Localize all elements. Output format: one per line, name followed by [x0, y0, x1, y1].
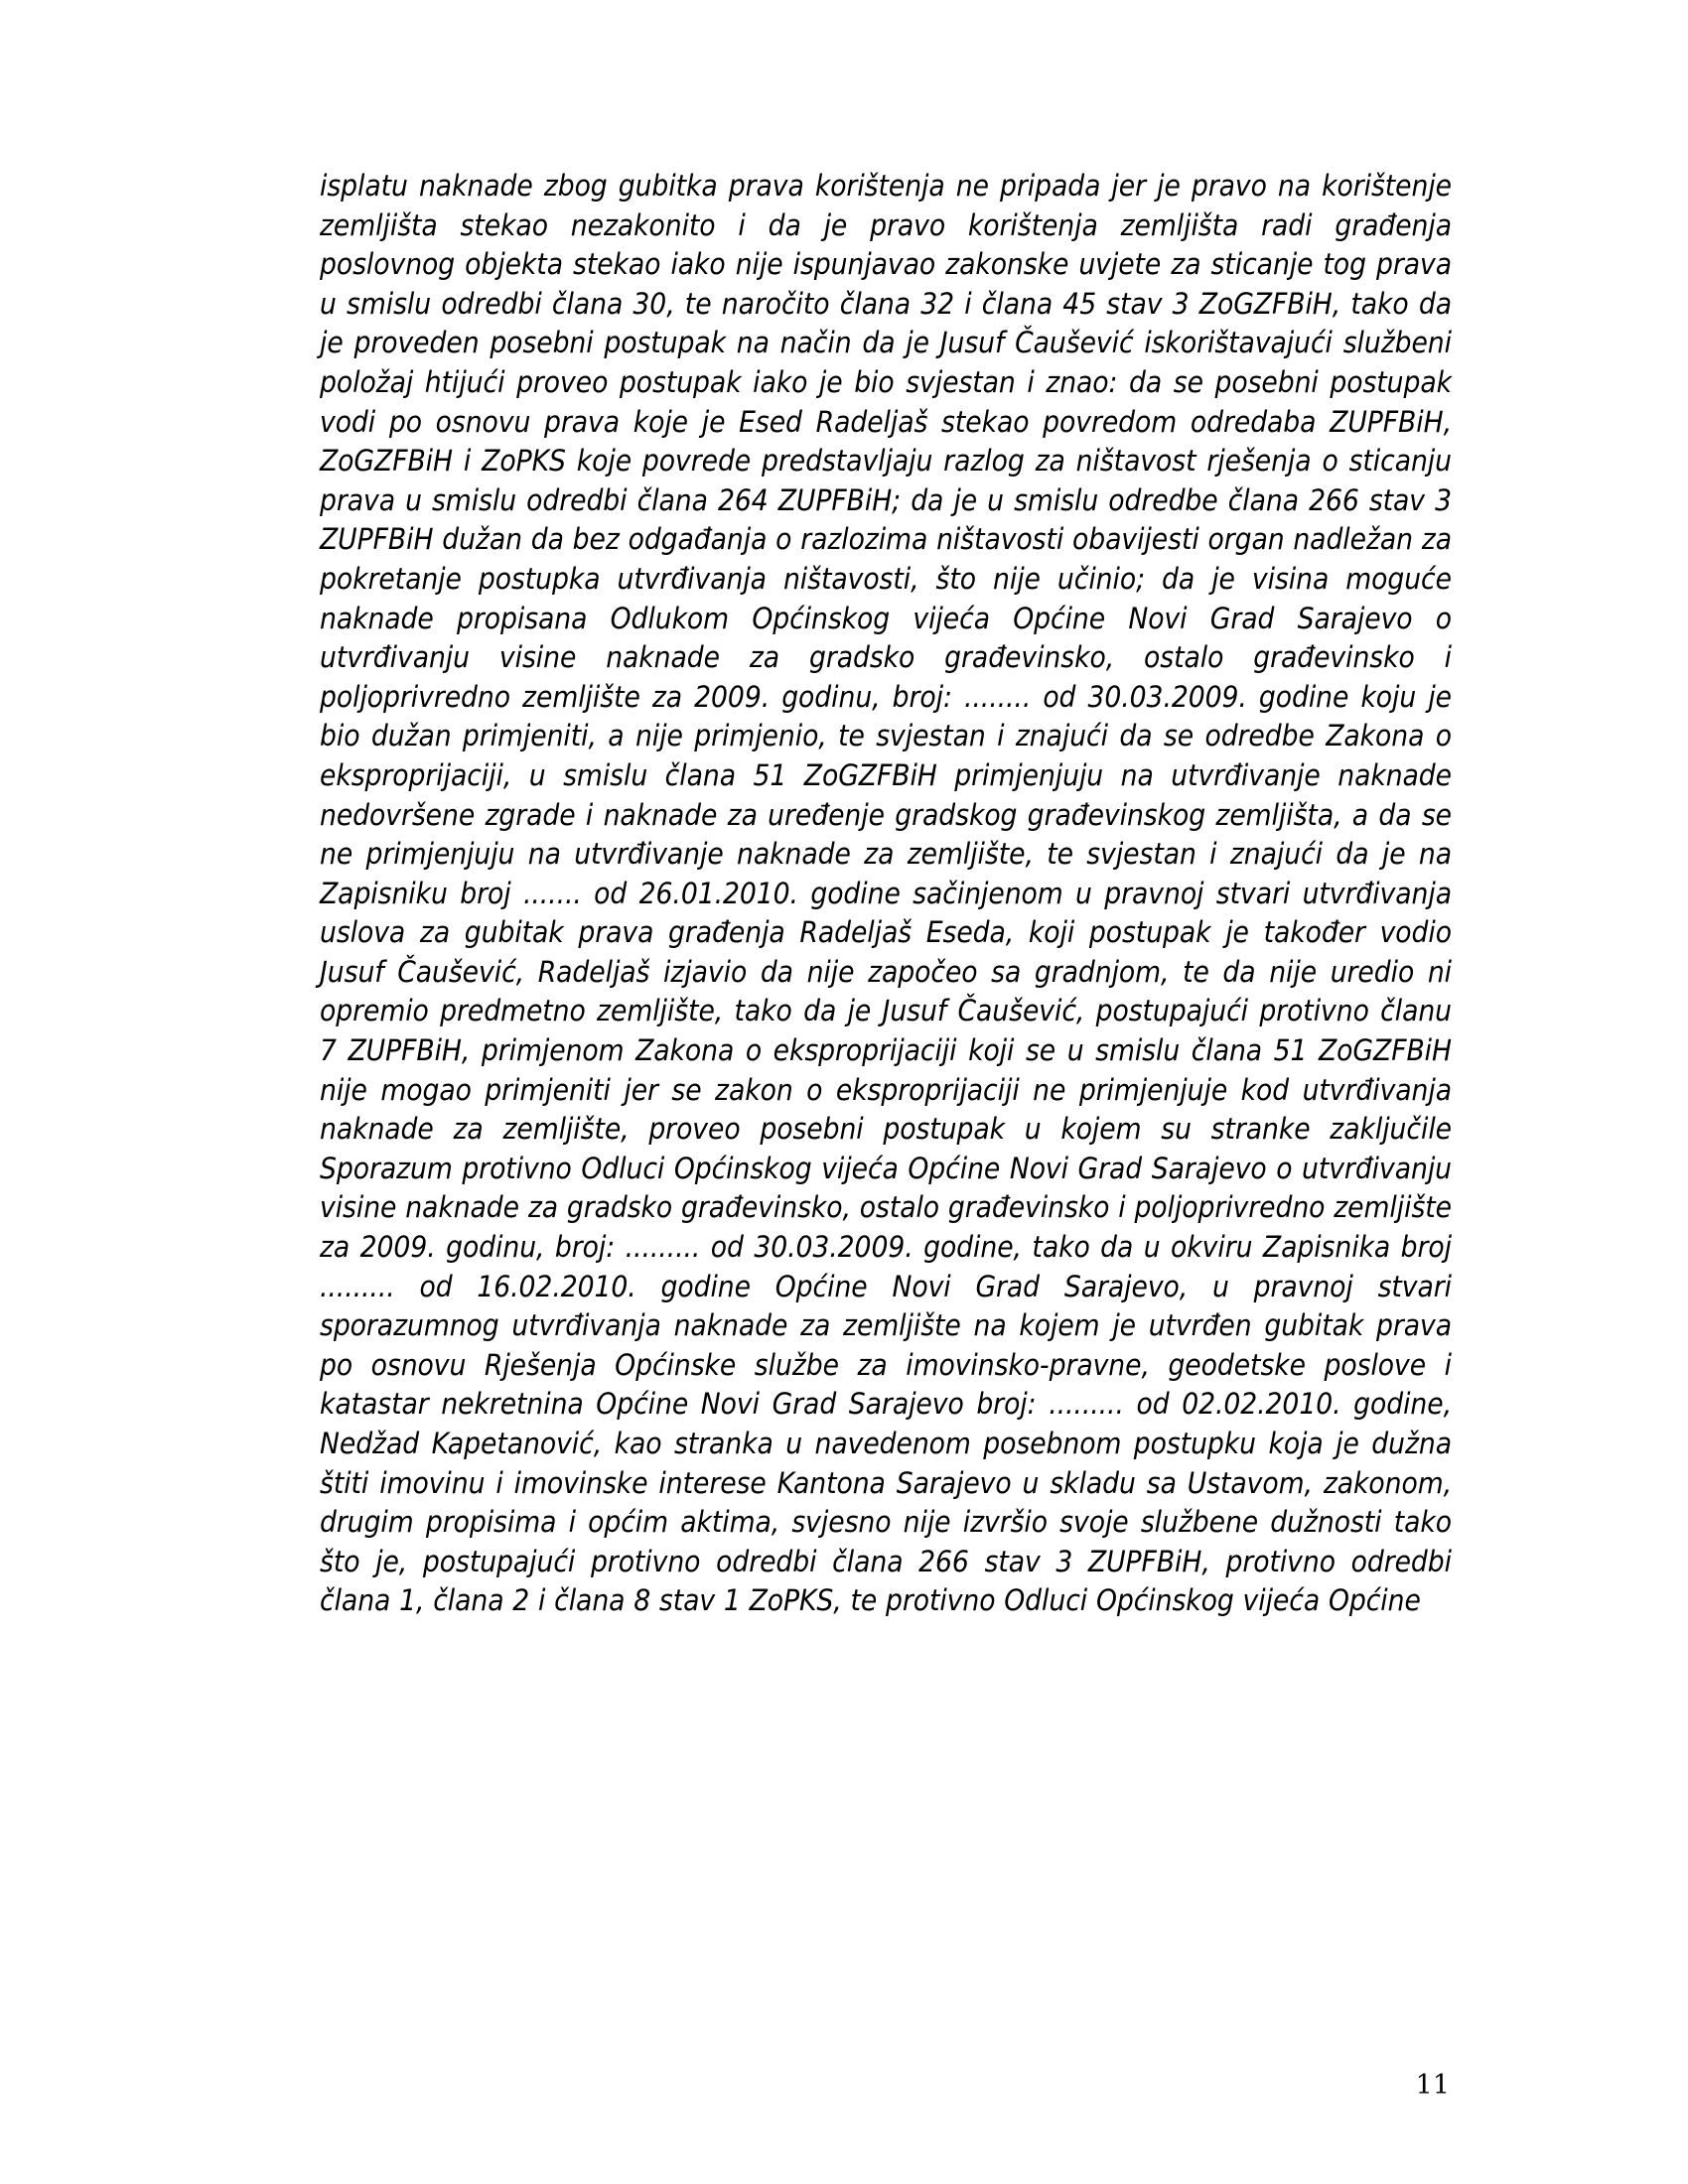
body-paragraph: isplatu naknade zbog gubitka prava korištenja ne pripada jer je pravo na korištenje zemljišta stekao nezakonito i da je pravo korištenja zemljišta radi građenja poslovnog objekta stekao iako nije ispunjavao zakonske uvjete za sticanje tog prava u smislu odredbi člana 30, te naročito člana 32 i člana 45 stav 3 ZoGZFBiH, tako da je proveden posebni postupak na način da je Jusuf Čaušević iskorištavajući službeni položaj htijući proveo postupak iako je bio svjestan i znao: da se posebni postupak vodi po osnovu prava koje je Esed Radeljaš stekao povredom odredaba ZUPFBiH, ZoGZFBiH i ZoPKS koje povrede predstavljaju razlog za ništavost rješenja o sticanju prava u smislu odredbi člana 264 ZUPFBiH; da je u smislu odredbe člana 266 stav 3 ZUPFBiH dužan da bez odgađanja o razlozima ništavosti obavijesti organ nadležan za pokretanje postupka utvrđivanja ništavosti, što nije učinio; da je visina moguće naknade propisana Odlukom Općinskog vijeća Općine Novi Grad Sarajevo o utvrđivanju visine naknade za gradsko građevinsko, ostalo građevinsko i poljoprivredno zemljište za 2009. godinu, broj: ........ od 30.03.2009. godine koju je bio dužan primjeniti, a nije primjenio, te svjestan i znajući da se odredbe Zakona o eksproprijaciji, u smislu člana 51 ZoGZFBiH primjenjuju na utvrđivanje naknade nedovršene zgrade i naknade za uređenje gradskog građevinskog zemljišta, a da se ne primjenjuju na utvrđivanje naknade za zemljište, te svjestan i znajući da je na Zapisniku broj ....... od 26.01.2010. godine sačinjenom u pravnoj stvari utvrđivanja uslova za gubitak prava građenja Radeljaš Eseda, koji postupak je također vodio Jusuf Čaušević, Radeljaš izjavio da nije započeo sa gradnjom, te da nije uredio ni opremio predmetno zemljište, tako da je Jusuf Čaušević, postupajući protivno članu 7 ZUPFBiH, primjenom Zakona o eksproprijaciji koji se u smislu člana 51 ZoGZFBiH nije mogao primjeniti jer se zakon o eksproprijaciji ne primjenjuje kod utvrđivanja naknade za zemljište, proveo posebni postupak u kojem su stranke zaključile Sporazum protivno Odluci Općinskog vijeća Općine Novi Grad Sarajevo o utvrđivanju visine naknade za gradsko građevinsko, ostalo građevinsko i poljoprivredno zemljište za 2009. godinu, broj: ......... od 30.03.2009. godine, tako da u okviru Zapisnika broj ......... od 16.02.2010. godine Općine Novi Grad Sarajevo, u pravnoj stvari sporazumnog utvrđivanja naknade za zemljište na kojem je utvrđen gubitak prava po osnovu Rješenja Općinske službe za imovinsko-pravne, geodetske poslove i katastar nekretnina Općine Novi Grad Sarajevo broj: ......... od 02.02.2010. godine, Nedžad Kapetanović, kao stranka u navedenom posebnom postupku koja je dužna štiti imovinu i imovinske interese Kantona Sarajevo u skladu sa Ustavom, zakonom, drugim propisima i općim aktima, svjesno nije izvršio svoje službene dužnosti tako što je, postupajući protivno odredbi člana 266 stav 3 ZUPFBiH, protivno odredbi člana 1, člana 2 i člana 8 stav 1 ZoPKS, te protivno Odluci Općinskog vijeća Općine	[320, 169, 1452, 1618]
document-body	[320, 167, 1452, 1621]
page-number: 11	[1415, 2070, 1450, 2101]
